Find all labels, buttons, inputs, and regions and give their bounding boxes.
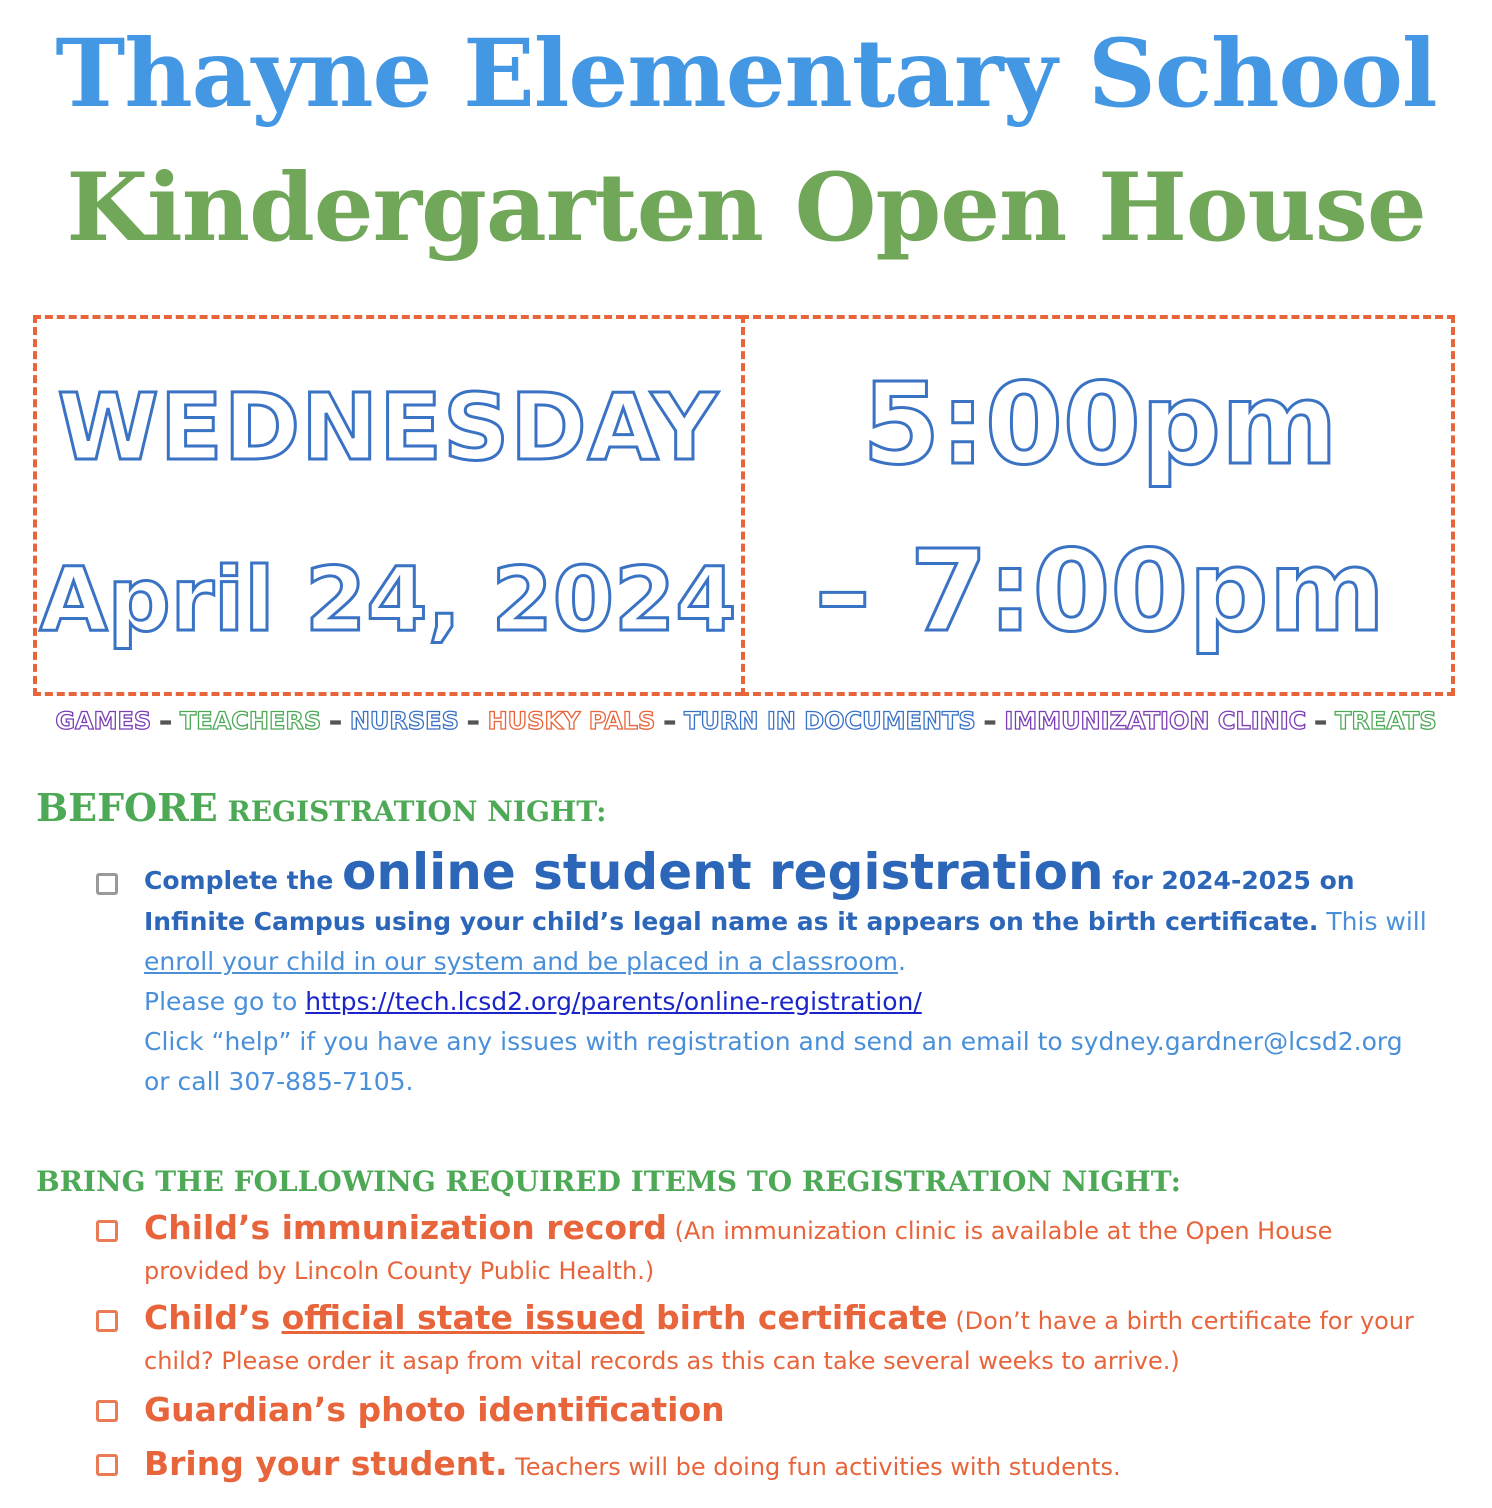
activity-games: GAMES [55,707,152,735]
task-help: Click “help” if you have any issues with registration and send an email to sydney.gardner@lcsd2.org or call 307-885-7105. [144,1027,1403,1096]
activity-husky-pals: HUSKY PALS [487,707,656,735]
before-heading-big: BEFORE [36,785,218,830]
activities-list [0,704,1492,738]
item-bring-student-note: Teachers will be doing fun activities with students. [507,1453,1121,1481]
registration-task [144,842,1434,1102]
task-highlight: online student registration [342,843,1104,901]
activity-teachers: TEACHERS [179,707,322,735]
event-date: April 24, 2024 [39,548,737,651]
task-will: This will [1318,907,1427,936]
before-heading [36,786,607,834]
task-intro: Complete the [144,866,343,895]
activity-separator: – [329,707,342,735]
task-go-to: Please go to [144,987,306,1016]
item-photo-id-title: Guardian’s photo identification [144,1390,725,1429]
item-immunization-title: Child’s immunization record [144,1208,668,1247]
activity-treats: TREATS [1335,707,1437,735]
item-birth-certificate-title-underlined: official state issued [281,1298,645,1337]
birth-certificate-checkbox[interactable] [96,1310,118,1332]
registration-checkbox[interactable] [96,873,118,895]
item-birth-certificate [144,1298,1444,1381]
registration-link[interactable]: https://tech.lcsd2.org/parents/online-registration/ [305,987,922,1016]
bring-student-checkbox[interactable] [96,1454,118,1476]
item-birth-certificate-note: (Don’t have a birth certificate for your child? Please order it asap from vital records as this can take several weeks to arrive.) [144,1307,1414,1375]
activity-turn-in-documents: TURN IN DOCUMENTS [684,707,976,735]
item-immunization [144,1208,1444,1291]
item-birth-certificate-title-a: Child’s [144,1298,282,1337]
item-bring-student [144,1444,1444,1487]
task-period: . [897,947,906,976]
activity-separator: – [663,707,676,735]
bring-heading: BRING THE FOLLOWING REQUIRED ITEMS TO REGISTRATION NIGHT: [36,1165,1181,1198]
activity-nurses: NURSES [349,707,459,735]
item-bring-student-title: Bring your student. [144,1444,508,1483]
item-birth-certificate-title-b: birth certificate [644,1298,948,1337]
event-start-time: 5:00pm [862,360,1338,490]
photo-id-checkbox[interactable] [96,1400,118,1422]
item-photo-id [144,1390,1444,1433]
activity-separator: – [159,707,172,735]
activity-immunization-clinic: IMMUNIZATION CLINIC [1004,707,1307,735]
activity-separator: – [1314,707,1327,735]
activity-separator: – [984,707,997,735]
event-end-time: – 7:00pm [814,527,1386,657]
activity-separator: – [467,707,480,735]
task-enroll: enroll your child in our system and be placed in a classroom [144,947,898,976]
school-title: Thayne Elementary School [55,19,1437,129]
task-detail: for 2024-2025 on Infinite Campus using your child’s legal name as it appears on the birth certificate. [144,866,1355,936]
event-day: WEDNESDAY [57,374,719,481]
before-heading-rest: REGISTRATION NIGHT: [217,795,607,828]
item-immunization-note: (An immunization clinic is available at the Open House provided by Lincoln County Public Health.) [144,1217,1333,1285]
immunization-checkbox[interactable] [96,1220,118,1242]
event-title: Kindergarten Open House [66,153,1426,263]
